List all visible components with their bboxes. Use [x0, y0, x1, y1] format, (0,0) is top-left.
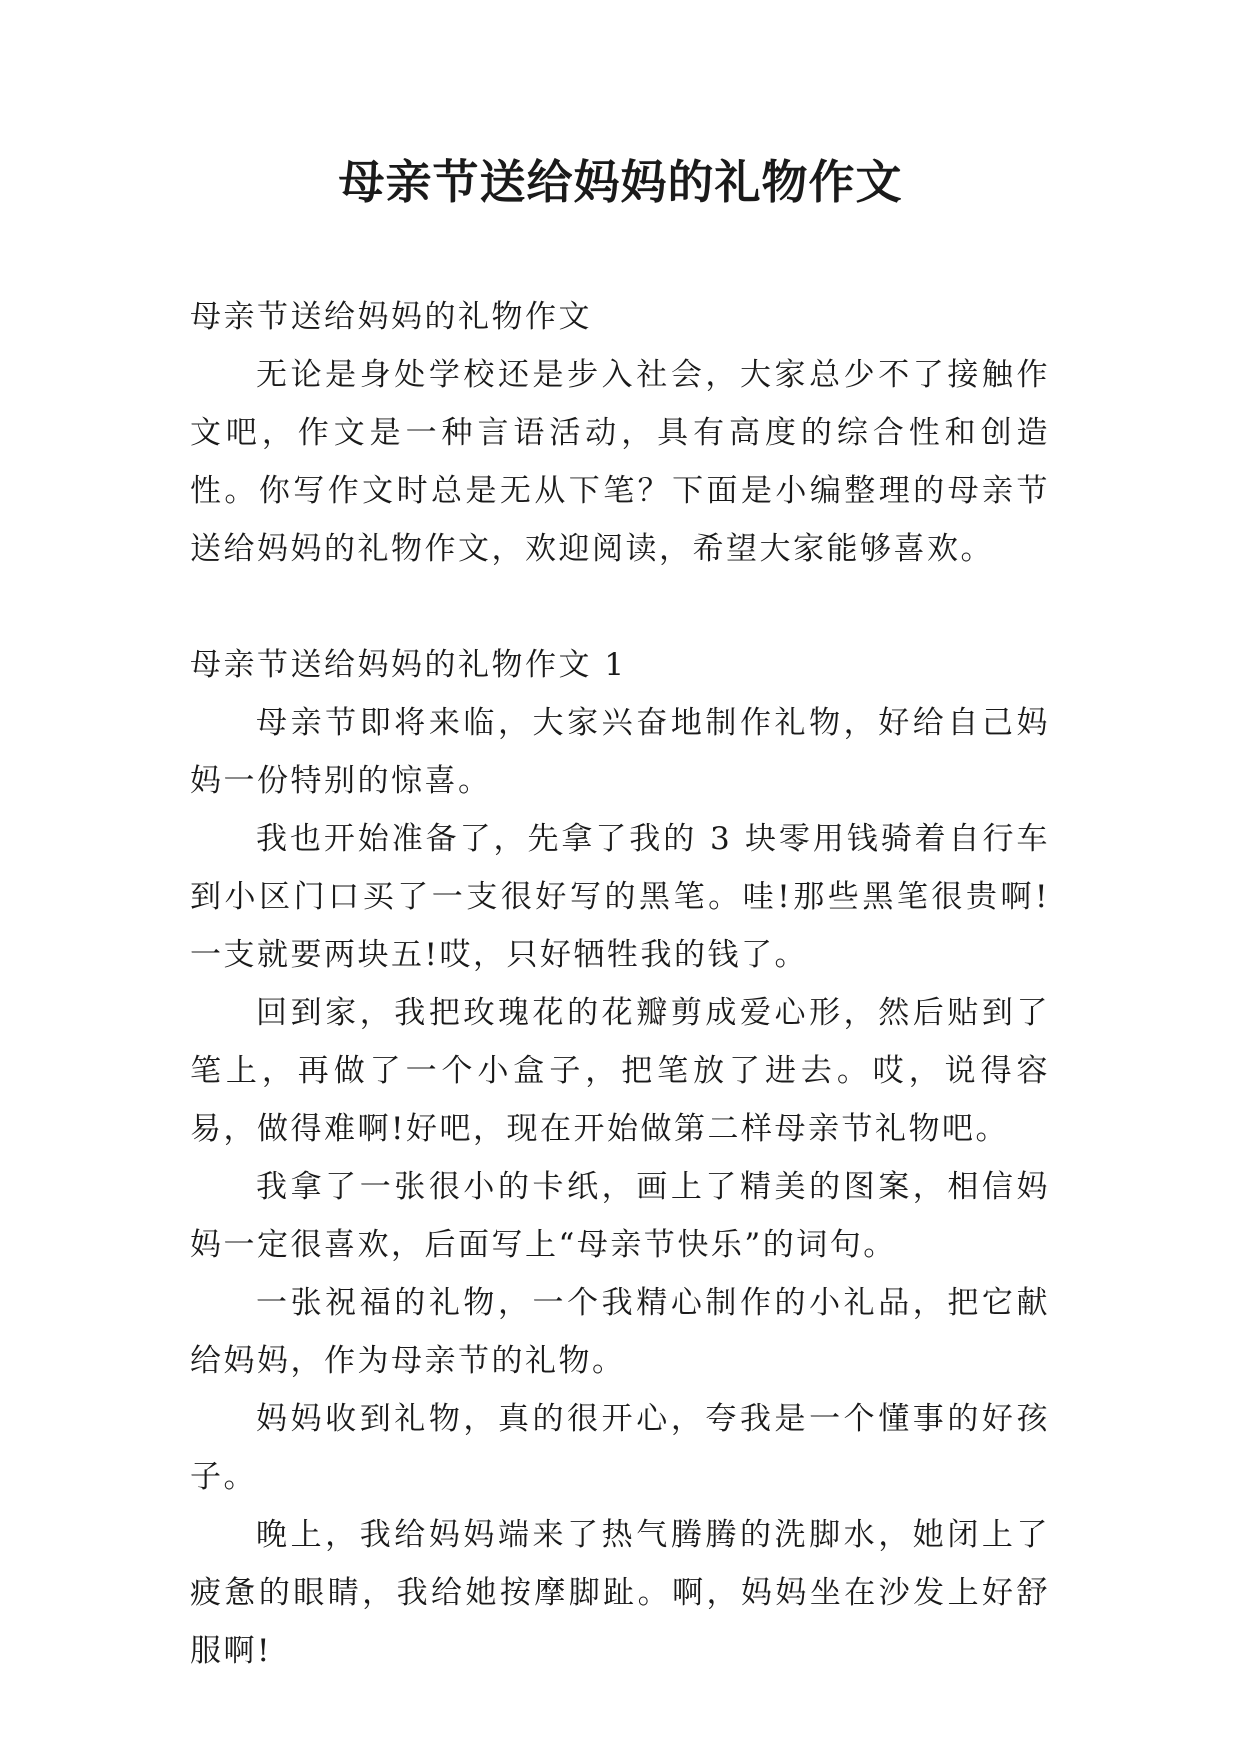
paragraph: 妈妈收到礼物，真的很开心，夸我是一个懂事的好孩子。: [190, 1401, 1050, 1495]
paragraph: 我也开始准备了，先拿了我的 3 块零用钱骑着自行车到小区门口买了一支很好写的黑笔。哇!那些黑笔很贵啊!一支就要两块五!哎，只好牺牲我的钱了。: [190, 821, 1050, 973]
section-heading: 母亲节送给妈妈的礼物作文 1: [190, 647, 627, 683]
intro-paragraph: 无论是身处学校还是步入社会，大家总少不了接触作文吧，作文是一种言语活动，具有高度的综合性和创造性。你写作文时总是无从下笔？下面是小编整理的母亲节送给妈妈的礼物作文，欢迎阅读，希望大家能够喜欢。: [190, 357, 1050, 567]
paragraph-gap: [190, 578, 1050, 636]
paragraph: 一张祝福的礼物，一个我精心制作的小礼品，把它献给妈妈，作为母亲节的礼物。: [190, 1285, 1050, 1379]
document-title: 母亲节送给妈妈的礼物作文: [338, 155, 903, 209]
document-body: [190, 288, 1050, 1680]
paragraph: 晚上，我给妈妈端来了热气腾腾的洗脚水，她闭上了疲惫的眼睛，我给她按摩脚趾。啊，妈妈坐在沙发上好舒服啊!: [190, 1517, 1050, 1669]
paragraph: 母亲节即将来临，大家兴奋地制作礼物，好给自己妈妈一份特别的惊喜。: [190, 705, 1050, 799]
document-subtitle: 母亲节送给妈妈的礼物作文: [190, 299, 592, 335]
paragraph: 我拿了一张很小的卡纸，画上了精美的图案，相信妈妈一定很喜欢，后面写上“母亲节快乐”的词句。: [190, 1169, 1050, 1263]
paragraph: 回到家，我把玫瑰花的花瓣剪成爱心形，然后贴到了笔上，再做了一个小盒子，把笔放了进去。哎，说得容易，做得难啊!好吧，现在开始做第二样母亲节礼物吧。: [190, 995, 1050, 1147]
